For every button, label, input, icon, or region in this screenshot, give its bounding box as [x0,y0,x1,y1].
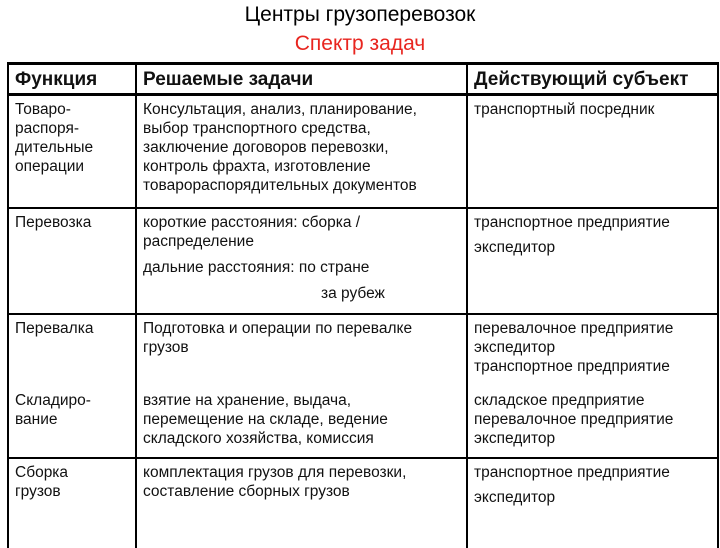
cell-line: взятие на хранение, выдача, [143,391,466,410]
cell-line: за рубеж [143,284,466,303]
tasks-cell [136,458,467,548]
cell-line: дальние расстояния: по стране [143,258,466,277]
cell-line: распоря- [15,119,135,138]
cell-line: транспортный посредник [474,100,717,119]
cell-line: перемещение на складе, ведение [143,410,466,429]
subject-cell [467,95,718,208]
table-row [8,208,718,314]
page-title: Центры грузоперевозок [0,3,720,27]
cell-line: составление сборных грузов [143,482,466,501]
tasks-table [7,62,719,548]
table-row [8,458,718,548]
cell-line: короткие расстояния: сборка / [143,213,466,232]
function-cell [8,387,136,458]
function-cell [8,208,136,314]
cell-line: экспедитор [474,488,717,507]
cell-line: вание [15,410,135,429]
table-header-row [8,64,718,95]
function-cell [8,458,136,548]
subject-cell [467,314,718,387]
tasks-cell [136,387,467,458]
tasks-cell [136,95,467,208]
cell-line: складского хозяйства, комиссия [143,429,466,448]
cell-line: Перевалка [15,319,135,338]
cell-line: экспедитор [474,429,717,448]
table-row [8,314,718,387]
cell-line: дительные [15,138,135,157]
cell-line: Складиро- [15,391,135,410]
cell-line: экспедитор [474,338,717,357]
page-subtitle: Спектр задач [0,32,720,56]
tasks-cell [136,208,467,314]
cell-line: Консультация, анализ, планирование, [143,100,466,119]
cell-line: контроль фрахта, изготовление [143,157,466,176]
cell-line: Товаро- [15,100,135,119]
header-function: Функция [8,64,136,95]
cell-line: складское предприятие [474,391,717,410]
cell-line: заключение договоров перевозки, [143,138,466,157]
header-subject: Действующий субъект [467,64,718,95]
cell-line: грузов [15,482,135,501]
cell-line: транспортное предприятие [474,357,717,376]
cell-line: Подготовка и операции по перевалке [143,319,466,338]
cell-line: выбор транспортного средства, [143,119,466,138]
cell-line: комплектация грузов для перевозки, [143,463,466,482]
cell-line: товарораспорядительных документов [143,176,466,195]
subject-cell [467,208,718,314]
function-cell [8,314,136,387]
subject-cell [467,387,718,458]
table-row [8,387,718,458]
cell-line: грузов [143,338,466,357]
cell-line: операции [15,157,135,176]
header-tasks: Решаемые задачи [136,64,467,95]
tasks-cell [136,314,467,387]
cell-line: транспортное предприятие [474,213,717,232]
function-cell [8,95,136,208]
cell-line: экспедитор [474,238,717,257]
subject-cell [467,458,718,548]
cell-line: Сборка [15,463,135,482]
cell-line: перевалочное предприятие [474,410,717,429]
cell-line: транспортное предприятие [474,463,717,482]
cell-line: распределение [143,232,466,251]
cell-line: Перевозка [15,213,135,232]
cell-line: перевалочное предприятие [474,319,717,338]
table-row [8,95,718,208]
